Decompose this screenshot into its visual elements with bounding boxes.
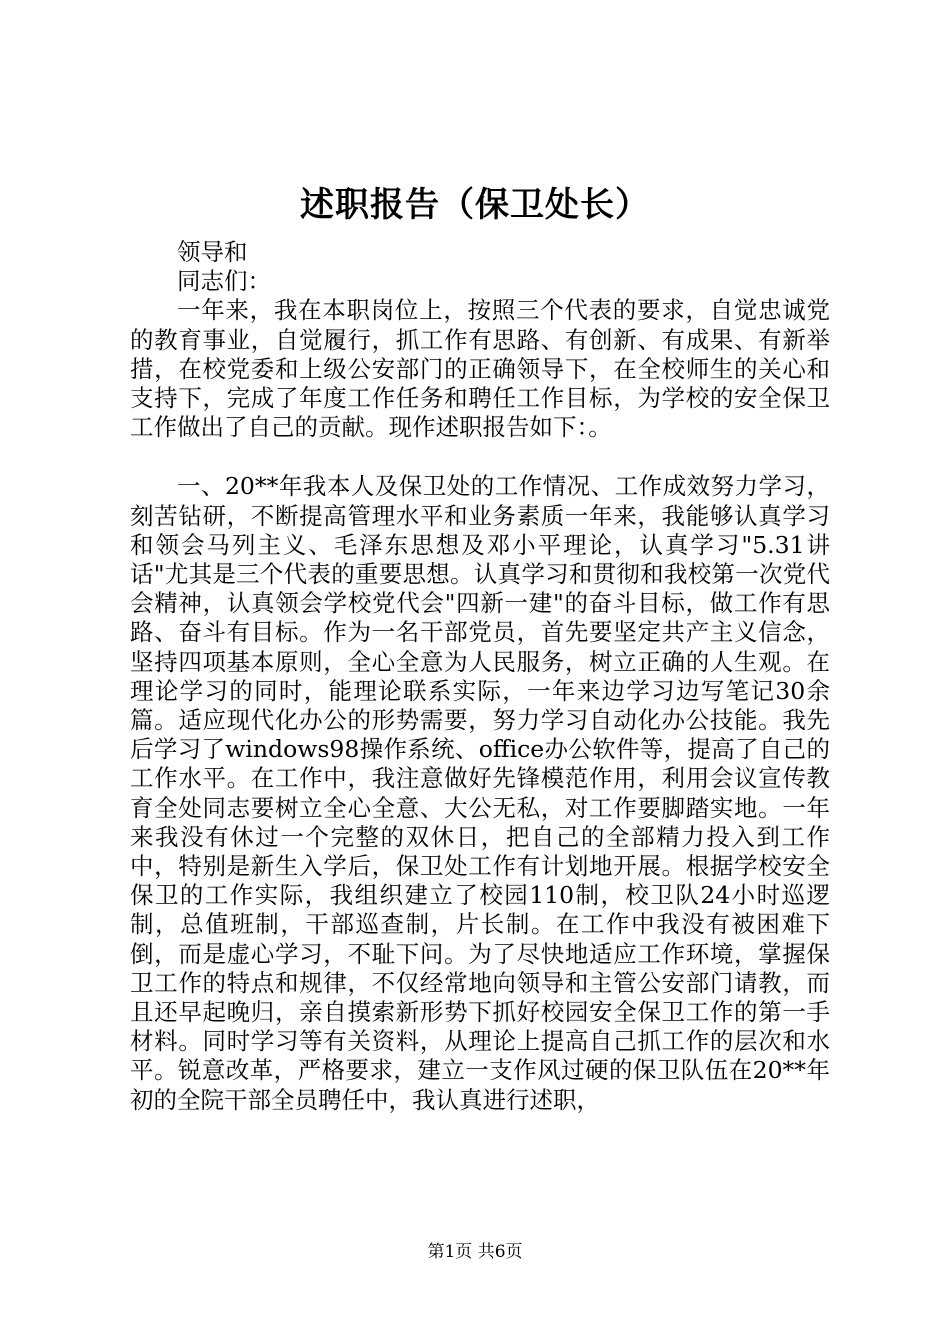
- salutation-line-1: 领导和: [177, 238, 248, 266]
- document-body: [130, 238, 830, 1115]
- document-title: 述职报告（保卫处长）: [300, 185, 650, 225]
- paragraph-spacer: [130, 442, 830, 472]
- paragraph-intro: 一年来，我在本职岗位上，按照三个代表的要求，自觉忠诚党的教育事业，自觉履行，抓工作有思路、有创新、有成果、有新举措，在校党委和上级公安部门的正确领导下，在全校师生的关心和支持下，完成了年度工作任务和聘任工作目标，为学校的安全保卫工作做出了自己的贡献。现作述职报告如下：。: [130, 296, 830, 442]
- salutation-line-2: 同志们：: [177, 267, 271, 296]
- paragraph-section-one: 一、20**年我本人及保卫处的工作情况、工作成效努力学习，刻苦钻研，不断提高管理水平和业务素质一年来，我能够认真学习和领会马列主义、毛泽东思想及邓小平理论，认真学习"5.31讲话"尤其是三个代表的重要思想。认真学习和贯彻和我校第一次党代会精神，认真领会学校党代会"四新一建"的奋斗目标，做工作有思路、奋斗有目标。作为一名干部党员，首先要坚定共产主义信念，坚持四项基本原则，全心全意为人民服务，树立正确的人生观。在理论学习的同时，能理论联系实际，一年来边学习边写笔记30余篇。适应现代化办公的形势需要，努力学习自动化办公技能。我先后学习了windows98操作系统、office办公软件等，提高了自己的工作水平。在工作中，我注意做好先锋模范作用，利用会议宣传教育全处同志要树立全心全意、大公无私，对工作要脚踏实地。一年来我没有休过一个完整的双休日，把自己的全部精力投入到工作中，特别是新生入学后，保卫处工作有计划地开展。根据学校安全保卫的工作实际，我组织建立了校园110制，校卫队24小时巡逻制，总值班制，干部巡查制，片长制。在工作中我没有被困难下倒，而是虚心学习，不耻下问。为了尽快地适应工作环境，掌握保卫工作的特点和规律，不仅经常地向领导和主管公安部门请教，而且还早起晚归，亲自摸索新形势下抓好校园安全保卫工作的第一手材料。同时学习等有关资料，从理论上提高自己抓工作的层次和水平。锐意改革，严格要求，建立一支作风过硬的保卫队伍在20**年初的全院干部全员聘任中，我认真进行述职，: [130, 472, 830, 1114]
- page-footer: 第1页 共6页: [427, 1242, 523, 1262]
